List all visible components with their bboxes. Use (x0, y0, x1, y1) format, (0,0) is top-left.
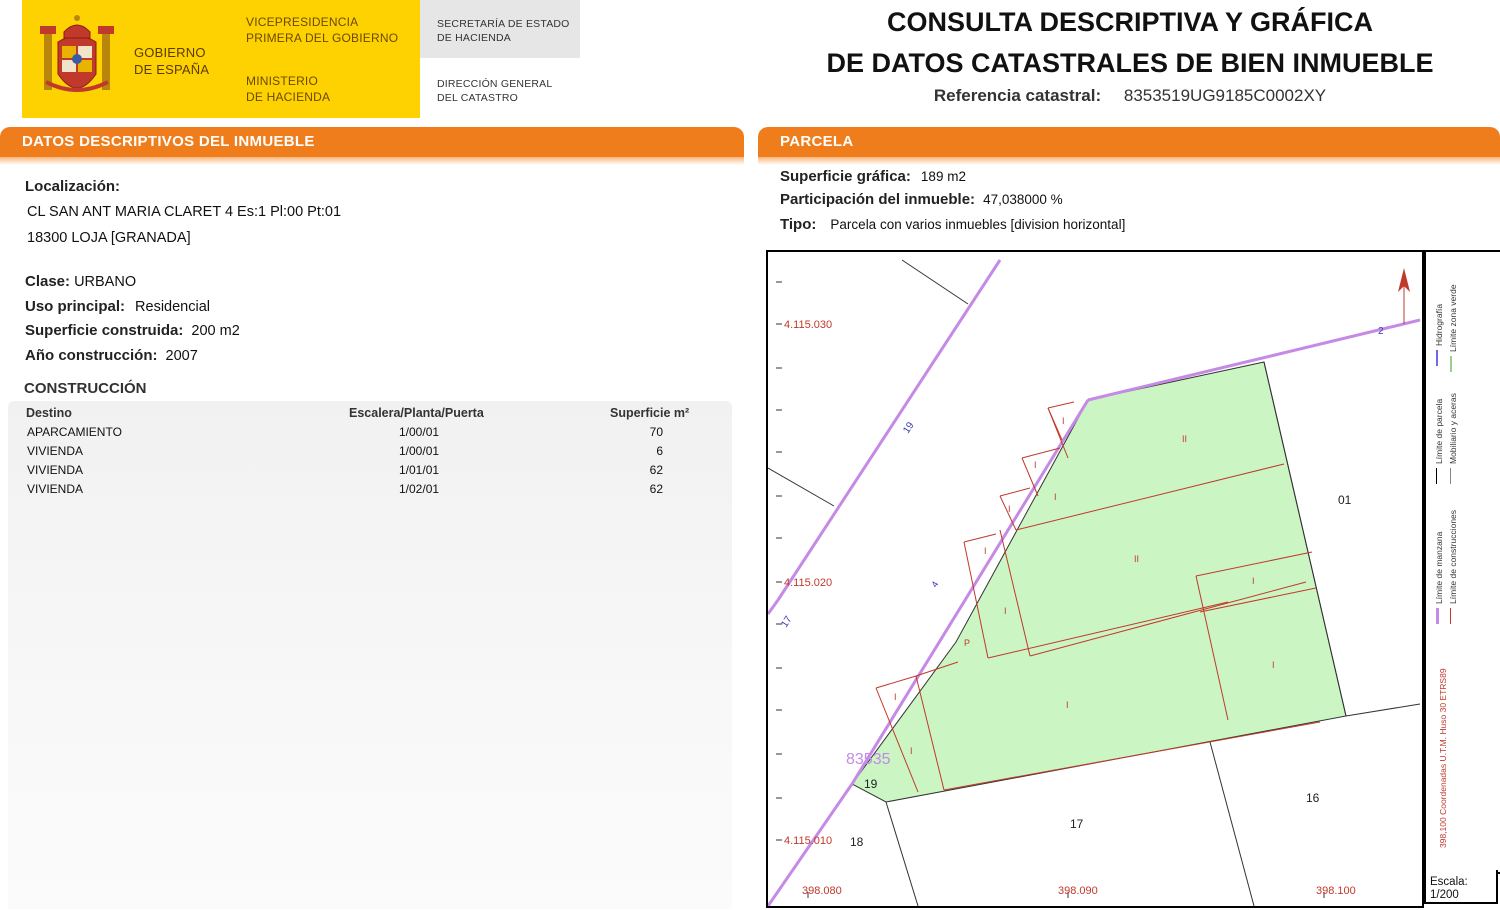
ministry (246, 73, 416, 105)
parcel-area (852, 362, 1346, 802)
unit-label: I (1008, 504, 1011, 514)
location-label: Localización: (25, 178, 121, 195)
unit-label: II (1134, 554, 1140, 564)
main-use-row (25, 298, 210, 315)
street-number-2: 2 (1378, 326, 1384, 337)
built-area-value: 200 m2 (191, 323, 240, 339)
neighbour-line (886, 802, 918, 906)
government-name (134, 44, 229, 78)
descriptive-section-title: DATOS DESCRIPTIVOS DEL INMUEBLE (22, 133, 315, 150)
year-label: Año construcción: (25, 347, 158, 364)
location-city: 18300 LOJA [GRANADA] (27, 230, 191, 246)
directorate-line2: DEL CATASTRO (437, 92, 518, 104)
secretariat-line2: DE HACIENDA (437, 32, 511, 44)
participation-label: Participación del inmueble: (780, 191, 976, 208)
legend-swatch-construction (1450, 608, 1451, 624)
unit-label: I (984, 546, 987, 556)
y-coord-1: 4.115.030 (784, 319, 833, 331)
ministry-line2: DE HACIENDA (246, 90, 331, 104)
legend-swatch-parcel (1436, 468, 1437, 484)
street-number-4: 4 (929, 579, 941, 590)
block-boundary (778, 260, 1000, 600)
table-row-3-destino: VIVIENDA (27, 463, 84, 477)
secretariat-line1: SECRETARÍA DE ESTADO (437, 18, 570, 30)
x-coord-2: 398.090 (1058, 885, 1098, 897)
north-arrow-icon (1398, 268, 1410, 324)
unit-label: I (1252, 576, 1255, 586)
legend-coords-note: 398,100 Coordenadas U.T.M. Huso 30 ETRS89 (1438, 668, 1448, 848)
unit-label: I (1054, 492, 1057, 502)
legend-item-green-zone: Límite zona verde (1448, 284, 1458, 352)
table-row-3-escalera: 1/01/01 (399, 463, 440, 477)
parcel-section-header (758, 127, 1500, 165)
map-legend (1424, 250, 1500, 874)
table-row-1-escalera: 1/00/01 (399, 425, 440, 439)
table-row-2-superficie: 6 (656, 444, 663, 458)
coat-of-arms-icon (36, 12, 118, 102)
title-line2: DE DATOS CATASTRALES DE BIEN INMUEBLE (826, 48, 1434, 78)
cadastral-reference (760, 86, 1500, 106)
unit-label: I (1066, 700, 1069, 710)
table-row-3-superficie: 62 (649, 463, 663, 477)
gov-name-line1: GOBIERNO (134, 45, 206, 60)
unit-label: I (1062, 416, 1065, 426)
x-coord-3: 398.100 (1316, 885, 1356, 897)
neighbour-line (768, 468, 834, 506)
class-value: URBANO (74, 274, 137, 290)
parcel-label-01: 01 (1338, 493, 1352, 507)
table-row-2-escalera: 1/00/01 (399, 444, 440, 458)
neighbour-line (1210, 742, 1254, 906)
graphic-area-row (780, 168, 966, 185)
scale-label: Escala: (1430, 876, 1468, 888)
legend-swatch-hydro (1436, 350, 1438, 366)
year-row (25, 347, 198, 364)
descriptive-data-section-header (0, 127, 744, 165)
street-number-19: 19 (901, 420, 917, 436)
document-title (760, 2, 1500, 84)
table-row-4-destino: VIVIENDA (27, 482, 84, 496)
neighbour-line (902, 260, 968, 304)
vice-line1: VICEPRESIDENCIA (246, 15, 359, 29)
unit-label: P (964, 638, 971, 648)
table-row-4-superficie: 62 (649, 482, 663, 496)
unit-label: I (1272, 660, 1275, 670)
vice-presidency (246, 14, 416, 46)
unit-label: I (1034, 460, 1037, 470)
unit-label: I (1004, 606, 1007, 616)
table-row-2-destino: VIVIENDA (27, 444, 84, 458)
type-label: Tipo: (780, 216, 817, 233)
parcel-label-16: 16 (1306, 791, 1320, 805)
main-use-value: Residencial (135, 299, 211, 315)
directorate (437, 77, 577, 105)
title-line1: CONSULTA DESCRIPTIVA Y GRÁFICA (886, 7, 1374, 37)
ref-value: 8353519UG9185C0002XY (1123, 86, 1327, 105)
main-use-label: Uso principal: (25, 298, 126, 315)
ref-label: Referencia catastral: (933, 86, 1102, 105)
type-value: Parcela con varios inmuebles [division horizontal] (830, 217, 1126, 232)
neighbour-line (1346, 704, 1420, 716)
parcel-map[interactable] (766, 250, 1424, 908)
legend-swatch-furniture (1450, 468, 1451, 484)
secretariat (437, 17, 577, 45)
class-label: Clase: (25, 273, 71, 290)
graphic-area-label: Superficie gráfica: (780, 168, 911, 185)
legend-item-furniture: Mobiliario y aceras (1448, 393, 1458, 464)
graphic-area-value: 189 m2 (920, 169, 966, 184)
legend-item-block-limit: Límite de manzana (1434, 531, 1444, 604)
parcel-label-18: 18 (850, 835, 864, 849)
parcel-map-drawing (768, 252, 1422, 906)
unit-label: I (910, 746, 913, 756)
y-coord-3: 4.115.010 (784, 835, 833, 847)
built-area-row (25, 322, 240, 339)
type-row (780, 216, 1125, 233)
participation-row (780, 191, 1063, 208)
legend-item-hydrography: Hidrografía (1434, 303, 1444, 346)
legend-swatch-green (1450, 356, 1452, 372)
table-row-4-escalera: 1/02/01 (399, 482, 440, 496)
year-value: 2007 (165, 348, 198, 364)
legend-swatch-block (1436, 608, 1439, 624)
ministry-line1: MINISTERIO (246, 74, 319, 88)
parcel-label-19: 19 (864, 777, 878, 791)
unit-label: II (1182, 434, 1188, 444)
legend-item-parcel-limit: Límite de parcela (1434, 398, 1444, 464)
block-boundary (768, 600, 778, 614)
construction-title: CONSTRUCCIÓN (24, 380, 147, 397)
parcel-ref-label: 83535 (846, 751, 891, 768)
col-superficie: Superficie m² (610, 406, 690, 420)
col-escalera: Escalera/Planta/Puerta (349, 406, 484, 420)
gov-name-line2: DE ESPAÑA (134, 62, 210, 77)
street-number-17: 17 (779, 614, 795, 630)
class-row (25, 273, 136, 290)
col-destino: Destino (26, 406, 72, 420)
vice-line2: PRIMERA DEL GOBIERNO (246, 31, 399, 45)
directorate-line1: DIRECCIÓN GENERAL (437, 78, 553, 90)
scale-value: 1/200 (1430, 889, 1459, 901)
x-coord-1: 398.080 (802, 885, 842, 897)
legend-item-construction-limit: Límite de construcciones (1448, 509, 1458, 604)
location-address: CL SAN ANT MARIA CLARET 4 Es:1 Pl:00 Pt:01 (27, 204, 342, 220)
table-row-1-destino: APARCAMIENTO (27, 425, 122, 439)
participation-value: 47,038000 % (983, 192, 1063, 207)
built-area-label: Superficie construida: (25, 322, 184, 339)
scale-indicator (1424, 870, 1498, 904)
parcel-section-title: PARCELA (780, 133, 854, 150)
unit-label: I (894, 692, 897, 702)
construction-table (8, 401, 732, 909)
table-row-1-superficie: 70 (649, 425, 663, 439)
y-coord-2: 4.115.020 (784, 577, 833, 589)
parcel-label-17: 17 (1070, 817, 1084, 831)
